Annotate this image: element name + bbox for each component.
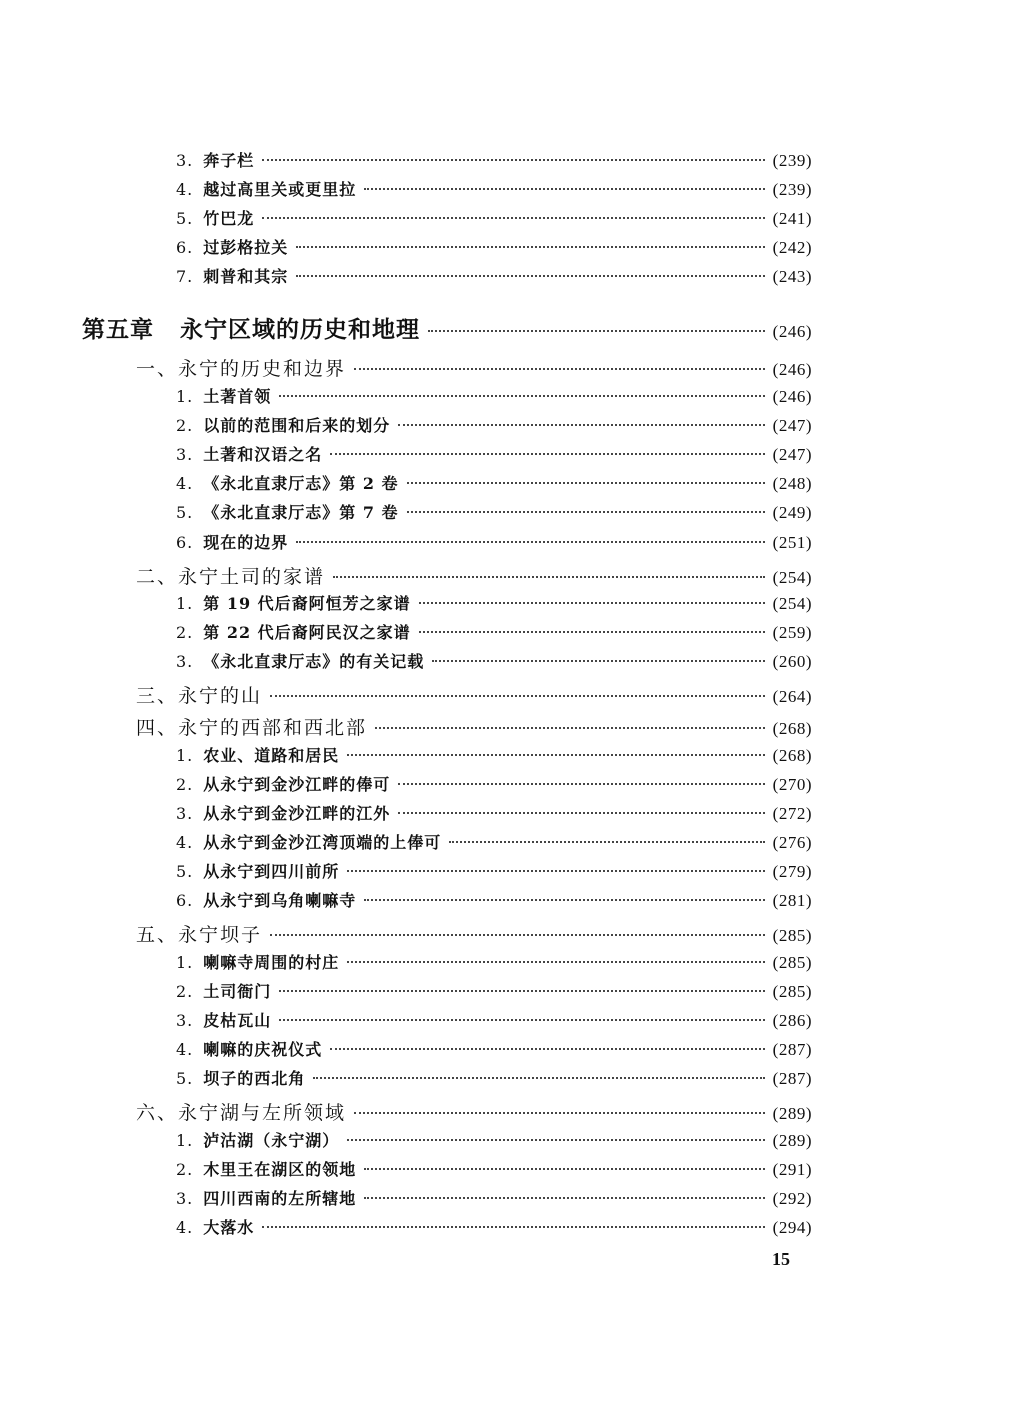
dot-leader bbox=[428, 329, 765, 332]
dot-leader bbox=[419, 601, 765, 604]
dot-leader bbox=[262, 158, 764, 161]
toc-item-row bbox=[176, 743, 812, 773]
toc-item-row bbox=[176, 859, 812, 889]
toc-item-row bbox=[176, 1215, 812, 1245]
toc-entry-number: 3. bbox=[176, 1189, 194, 1208]
toc-item-row bbox=[176, 1186, 812, 1216]
toc-page-number: (264) bbox=[772, 687, 812, 706]
toc-entry-title: 奔子栏 bbox=[203, 151, 255, 170]
toc-entry-label bbox=[176, 801, 390, 824]
toc-section-row bbox=[136, 713, 812, 743]
toc-entry-title: 竹巴龙 bbox=[203, 209, 255, 228]
toc-page-number: (260) bbox=[772, 652, 812, 671]
toc-entry-label bbox=[176, 743, 339, 766]
dot-leader bbox=[296, 540, 764, 543]
toc-entry-label bbox=[82, 311, 420, 344]
dot-leader bbox=[279, 1018, 764, 1021]
page-number: 15 bbox=[772, 1249, 790, 1269]
toc-entry-number: 6. bbox=[176, 238, 194, 257]
dot-leader bbox=[333, 575, 765, 578]
dot-leader bbox=[432, 659, 764, 662]
toc-entry-title: 现在的边界 bbox=[203, 533, 289, 552]
toc-item-row bbox=[176, 979, 812, 1009]
toc-item-row bbox=[176, 500, 812, 530]
toc-entry-label bbox=[176, 950, 339, 973]
toc-item-row bbox=[176, 471, 812, 501]
toc-page-number: (281) bbox=[772, 891, 812, 910]
toc-entry-label bbox=[136, 1098, 346, 1125]
toc-entry-label bbox=[176, 1037, 322, 1060]
toc-item-row bbox=[176, 384, 812, 414]
toc-page-number: (268) bbox=[772, 719, 812, 738]
toc-page-number: (246) bbox=[772, 322, 812, 341]
toc-page-number: (248) bbox=[772, 474, 812, 493]
toc-entry-number: 3. bbox=[176, 445, 194, 464]
toc-item-row bbox=[176, 413, 812, 443]
toc-entry-label bbox=[136, 920, 262, 947]
toc-entry-label bbox=[176, 772, 390, 795]
toc-entry-title: 越过高里关或更里拉 bbox=[203, 180, 357, 199]
toc-entry-number: 5. bbox=[176, 209, 194, 228]
toc-entry-title: 木里王在湖区的领地 bbox=[203, 1160, 357, 1179]
toc-entry-label bbox=[176, 530, 288, 553]
toc-entry-title: 从永宁到金沙江畔的江外 bbox=[203, 804, 391, 823]
dot-leader bbox=[347, 1138, 764, 1141]
toc-entry-title: 《永北直隶厅志》的有关记载 bbox=[203, 652, 425, 671]
dot-leader bbox=[407, 481, 765, 484]
toc-page-number: (247) bbox=[772, 445, 812, 464]
toc-page-number: (286) bbox=[772, 1011, 812, 1030]
toc-page-number: (249) bbox=[772, 503, 812, 522]
toc-entry-label bbox=[176, 177, 356, 200]
toc-item-row bbox=[176, 591, 812, 621]
toc-page-number: (294) bbox=[772, 1218, 812, 1237]
toc-entry-title: 泸沽湖（永宁湖） bbox=[203, 1131, 340, 1150]
toc-entry-label bbox=[176, 649, 424, 672]
toc-entry-label bbox=[176, 500, 399, 523]
toc-page-number: (259) bbox=[772, 623, 812, 642]
toc-entry-title: 以前的范围和后来的划分 bbox=[203, 416, 391, 435]
toc-item-row bbox=[176, 801, 812, 831]
toc-page-number: (272) bbox=[772, 804, 812, 823]
dot-leader bbox=[364, 1196, 764, 1199]
toc-entry-title: 喇嘛的庆祝仪式 bbox=[203, 1040, 323, 1059]
dot-leader bbox=[398, 782, 764, 785]
toc-item-row bbox=[176, 442, 812, 472]
toc-entry-title: 坝子的西北角 bbox=[203, 1069, 306, 1088]
toc-entry-number: 一、 bbox=[136, 358, 179, 380]
toc-item-row bbox=[176, 1128, 812, 1158]
dot-leader bbox=[262, 1225, 764, 1228]
toc-entry-label bbox=[176, 830, 441, 853]
toc-page-number: (270) bbox=[772, 775, 812, 794]
toc-entry-label bbox=[176, 206, 254, 229]
toc-entry-label bbox=[176, 1157, 356, 1180]
toc-entry-title: 从永宁到金沙江畔的俸可 bbox=[203, 775, 391, 794]
dot-leader bbox=[398, 423, 764, 426]
toc-entry-number: 2. bbox=[176, 416, 194, 435]
toc-page-number: (289) bbox=[772, 1131, 812, 1150]
dot-leader bbox=[364, 187, 764, 190]
toc-entry-title: 永宁坝子 bbox=[178, 924, 263, 946]
toc-entry-label bbox=[136, 354, 346, 381]
toc-entry-title: 《永北直隶厅志》第 7 卷 bbox=[203, 503, 399, 522]
toc-page-number: (247) bbox=[772, 416, 812, 435]
toc-entry-number: 5. bbox=[176, 503, 194, 522]
toc-entry-label bbox=[176, 1186, 356, 1209]
toc-page-number: (287) bbox=[772, 1040, 812, 1059]
toc-entry-number: 2. bbox=[176, 1160, 194, 1179]
toc-entry-title: 永宁的历史和边界 bbox=[178, 358, 347, 380]
toc-entry-label bbox=[176, 413, 390, 436]
toc-section-row bbox=[136, 562, 812, 592]
toc-entry-label bbox=[176, 979, 271, 1002]
toc-entry-number: 6. bbox=[176, 533, 194, 552]
toc-page-number: (285) bbox=[772, 982, 812, 1001]
toc-item-row bbox=[176, 772, 812, 802]
toc-entry-label bbox=[176, 1215, 254, 1238]
toc-section-row bbox=[136, 1098, 812, 1128]
toc-page-number: (239) bbox=[772, 180, 812, 199]
toc-entry-title: 土司衙门 bbox=[203, 982, 272, 1001]
dot-leader bbox=[330, 452, 764, 455]
toc-page-number: (243) bbox=[772, 267, 812, 286]
toc-entry-number: 2. bbox=[176, 775, 194, 794]
toc-entry-number: 1. bbox=[176, 1131, 194, 1150]
toc-page-number: (251) bbox=[772, 533, 812, 552]
toc-entry-label bbox=[176, 235, 288, 258]
toc-entry-title: 永宁土司的家谱 bbox=[178, 566, 326, 588]
toc-entry-label bbox=[176, 859, 339, 882]
toc-page-number: (289) bbox=[772, 1104, 812, 1123]
dot-leader bbox=[364, 898, 764, 901]
toc-entry-title: 刺普和其宗 bbox=[203, 267, 289, 286]
toc-item-row bbox=[176, 1157, 812, 1187]
toc-entry-number: 4. bbox=[176, 1218, 194, 1237]
toc-entry-title: 永宁的山 bbox=[178, 685, 263, 707]
toc-entry-title: 永宁区域的历史和地理 bbox=[180, 316, 420, 343]
dot-leader bbox=[347, 869, 764, 872]
toc-item-row bbox=[176, 177, 812, 207]
toc-entry-title: 四川西南的左所辖地 bbox=[203, 1189, 357, 1208]
toc-item-row bbox=[176, 1008, 812, 1038]
toc-entry-number: 4. bbox=[176, 180, 194, 199]
toc-entry-label bbox=[176, 384, 271, 407]
toc-entry-title: 土著和汉语之名 bbox=[203, 445, 323, 464]
toc-entry-number: 二、 bbox=[136, 566, 179, 588]
toc-entry-number: 5. bbox=[176, 1069, 194, 1088]
toc-item-row bbox=[176, 264, 812, 294]
toc-page-number: (292) bbox=[772, 1189, 812, 1208]
toc-entry-number: 1. bbox=[176, 746, 194, 765]
toc-page-number: (239) bbox=[772, 151, 812, 170]
toc-page-number: (279) bbox=[772, 862, 812, 881]
toc-entry-number: 5. bbox=[176, 862, 194, 881]
toc-entry-title: 土著首领 bbox=[203, 387, 272, 406]
toc-entry-number: 2. bbox=[176, 623, 194, 642]
toc-page-number: (276) bbox=[772, 833, 812, 852]
toc-entry-number: 7. bbox=[176, 267, 194, 286]
toc-entry-label bbox=[176, 888, 356, 911]
toc-entry-label bbox=[176, 442, 322, 465]
toc-section-row bbox=[136, 681, 812, 711]
toc-entry-label bbox=[176, 471, 399, 494]
toc-page-number: (254) bbox=[772, 568, 812, 587]
toc-entry-number: 四、 bbox=[136, 717, 179, 739]
dot-leader bbox=[330, 1047, 764, 1050]
toc-entry-title: 第 19 代后裔阿恒芳之家谱 bbox=[203, 594, 411, 613]
toc-page-number: (268) bbox=[772, 746, 812, 765]
dot-leader bbox=[419, 630, 765, 633]
toc-item-row bbox=[176, 530, 812, 560]
dot-leader bbox=[313, 1076, 764, 1079]
toc-page-number: (285) bbox=[772, 953, 812, 972]
toc-chapter-row bbox=[82, 311, 812, 341]
toc-entry-number: 六、 bbox=[136, 1102, 179, 1124]
toc-item-row bbox=[176, 148, 812, 178]
toc-page-number: (254) bbox=[772, 594, 812, 613]
toc-entry-title: 第 22 代后裔阿民汉之家谱 bbox=[203, 623, 411, 642]
toc-entry-number: 4. bbox=[176, 474, 194, 493]
toc-entry-label bbox=[176, 1128, 339, 1151]
toc-entry-number: 2. bbox=[176, 982, 194, 1001]
toc-page-number: (241) bbox=[772, 209, 812, 228]
toc-item-row bbox=[176, 888, 812, 918]
toc-entry-title: 永宁湖与左所领域 bbox=[178, 1102, 347, 1124]
toc-entry-title: 大落水 bbox=[203, 1218, 255, 1237]
toc-entry-number: 1. bbox=[176, 953, 194, 972]
toc-item-row bbox=[176, 1066, 812, 1096]
toc-entry-label bbox=[176, 264, 288, 287]
dot-leader bbox=[407, 510, 765, 513]
dot-leader bbox=[364, 1167, 764, 1170]
toc-entry-number: 6. bbox=[176, 891, 194, 910]
dot-leader bbox=[279, 989, 764, 992]
toc-item-row bbox=[176, 235, 812, 265]
toc-entry-label bbox=[176, 620, 411, 643]
toc-page-number: (287) bbox=[772, 1069, 812, 1088]
dot-leader bbox=[296, 274, 764, 277]
toc-entry-number: 1. bbox=[176, 387, 194, 406]
toc-page-number: (242) bbox=[772, 238, 812, 257]
toc-entry-label bbox=[136, 681, 262, 708]
toc-entry-number: 3. bbox=[176, 151, 194, 170]
dot-leader bbox=[354, 1111, 765, 1114]
toc-page-number: (246) bbox=[772, 360, 812, 379]
toc-entry-number: 五、 bbox=[136, 924, 179, 946]
toc-entry-number: 1. bbox=[176, 594, 194, 613]
toc-entry-number: 第五章 bbox=[82, 316, 154, 343]
toc-entry-label bbox=[136, 562, 325, 589]
dot-leader bbox=[270, 694, 765, 697]
toc-item-row bbox=[176, 1037, 812, 1067]
dot-leader bbox=[354, 367, 765, 370]
toc-page-number: (246) bbox=[772, 387, 812, 406]
toc-section-row bbox=[136, 354, 812, 384]
toc-page-number: (291) bbox=[772, 1160, 812, 1179]
toc-item-row bbox=[176, 950, 812, 980]
dot-leader bbox=[375, 726, 765, 729]
dot-leader bbox=[398, 811, 764, 814]
toc-entry-number: 3. bbox=[176, 1011, 194, 1030]
toc-entry-number: 4. bbox=[176, 1040, 194, 1059]
dot-leader bbox=[279, 394, 764, 397]
toc-item-row bbox=[176, 649, 812, 679]
dot-leader bbox=[262, 216, 764, 219]
toc-entry-number: 3. bbox=[176, 652, 194, 671]
toc-entry-title: 从永宁到乌角喇嘛寺 bbox=[203, 891, 357, 910]
toc-section-row bbox=[136, 920, 812, 950]
toc-item-row bbox=[176, 830, 812, 860]
dot-leader bbox=[296, 245, 764, 248]
toc-entry-label bbox=[176, 148, 254, 171]
toc-entry-title: 皮枯瓦山 bbox=[203, 1011, 272, 1030]
toc-entry-title: 永宁的西部和西北部 bbox=[178, 717, 368, 739]
toc-item-row bbox=[176, 206, 812, 236]
toc-entry-label bbox=[176, 1066, 305, 1089]
toc-entry-number: 3. bbox=[176, 804, 194, 823]
dot-leader bbox=[347, 960, 764, 963]
dot-leader bbox=[449, 840, 764, 843]
toc-entry-title: 过彭格拉关 bbox=[203, 238, 289, 257]
dot-leader bbox=[270, 933, 765, 936]
dot-leader bbox=[347, 753, 764, 756]
toc-entry-number: 三、 bbox=[136, 685, 179, 707]
toc-entry-label bbox=[176, 1008, 271, 1031]
toc-page-number: (285) bbox=[772, 926, 812, 945]
toc-entry-title: 从永宁到四川前所 bbox=[203, 862, 340, 881]
toc-entry-label bbox=[136, 713, 367, 740]
toc-entry-title: 农业、道路和居民 bbox=[203, 746, 340, 765]
toc-entry-title: 《永北直隶厅志》第 2 卷 bbox=[203, 474, 399, 493]
toc-entry-number: 4. bbox=[176, 833, 194, 852]
toc-entry-title: 从永宁到金沙江湾顶端的上俸可 bbox=[203, 833, 442, 852]
toc-entry-label bbox=[176, 591, 411, 614]
toc-item-row bbox=[176, 620, 812, 650]
toc-entry-title: 喇嘛寺周围的村庄 bbox=[203, 953, 340, 972]
